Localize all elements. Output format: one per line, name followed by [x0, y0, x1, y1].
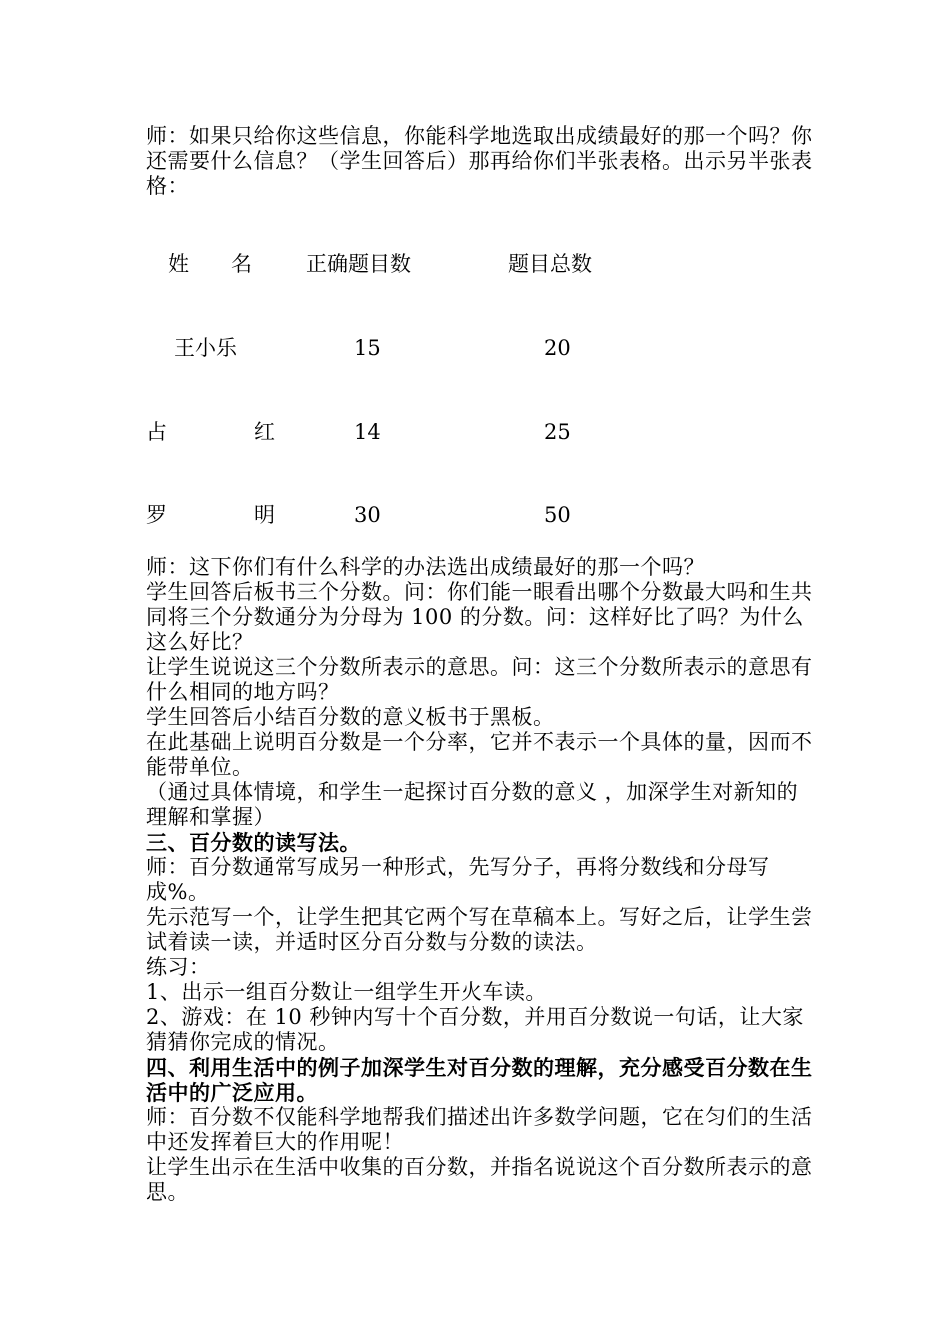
paragraph-9: 练习： — [146, 955, 211, 979]
intro-paragraph: 师：如果只给你这些信息，你能科学地选取出成绩最好的那一个吗？你还需要什么信息？（学生回答后）那再给你们半张表格。出示另半张表格： — [146, 124, 813, 198]
row2-correct: 14 — [354, 420, 381, 444]
paragraph-4: 学生回答后小结百分数的意义板书于黑板。 — [146, 705, 555, 729]
paragraph-8: 先示范写一个，让学生把其它两个写在草稿本上。写好之后，让学生尝试着读一读，并适时区分百分数与分数的读法。 — [146, 905, 813, 954]
header-total: 题目总数 — [508, 252, 592, 276]
paragraph-3: 让学生说说这三个分数所表示的意思。问：这三个分数所表示的意思有什么相同的地方吗？ — [146, 655, 813, 704]
section-heading-3: 三、百分数的读写法。 — [146, 830, 361, 855]
row3-correct: 30 — [354, 503, 381, 527]
row2-name-first: 占 — [146, 420, 167, 444]
header-correct: 正确题目数 — [306, 252, 411, 276]
paragraph-13: 让学生出示在生活中收集的百分数，并指名说说这个百分数所表示的意思。 — [146, 1155, 813, 1204]
row3-total: 50 — [544, 503, 571, 527]
paragraph-10: 1、出示一组百分数让一组学生开火车读。 — [146, 980, 547, 1004]
row1-correct: 15 — [354, 336, 381, 360]
row2-name-second: 红 — [254, 420, 275, 444]
section-heading-4: 四、利用生活中的例子加深学生对百分数的理解，充分感受百分数在生活中的广泛应用。 — [146, 1055, 813, 1105]
row1-name: 王小乐 — [174, 336, 237, 360]
paragraph-5: 在此基础上说明百分数是一个分率，它并不表示一个具体的量，因而不能带单位。 — [146, 730, 813, 779]
row2-total: 25 — [544, 420, 571, 444]
paragraph-7: 师：百分数通常写成另一种形式，先写分子，再将分数线和分母写成%。 — [146, 855, 770, 904]
paragraph-12: 师：百分数不仅能科学地帮我们描述出许多数学问题，它在匀们的生活中还发挥着巨大的作用呢！ — [146, 1105, 813, 1154]
paragraph-11: 2、游戏：在 10 秒钟内写十个百分数，并用百分数说一句话，让大家猜猜你完成的情况。 — [146, 1005, 804, 1054]
header-name: 姓 名 — [168, 252, 252, 276]
paragraph-6: （通过具体情境，和学生一起探讨百分数的意义 ，加深学生对新知的理解和掌握） — [146, 780, 799, 829]
paragraph-2: 学生回答后板书三个分数。问：你们能一眼看出哪个分数最大吗和生共同将三个分数通分为分母为 100 的分数。问：这样好比了吗？为什么这么好比？ — [146, 580, 813, 654]
row3-name-second: 明 — [254, 503, 275, 527]
row1-total: 20 — [544, 336, 571, 360]
row3-name-first: 罗 — [146, 503, 167, 527]
paragraph-1: 师：这下你们有什么科学的办法选出成绩最好的那一个吗？ — [146, 555, 705, 579]
